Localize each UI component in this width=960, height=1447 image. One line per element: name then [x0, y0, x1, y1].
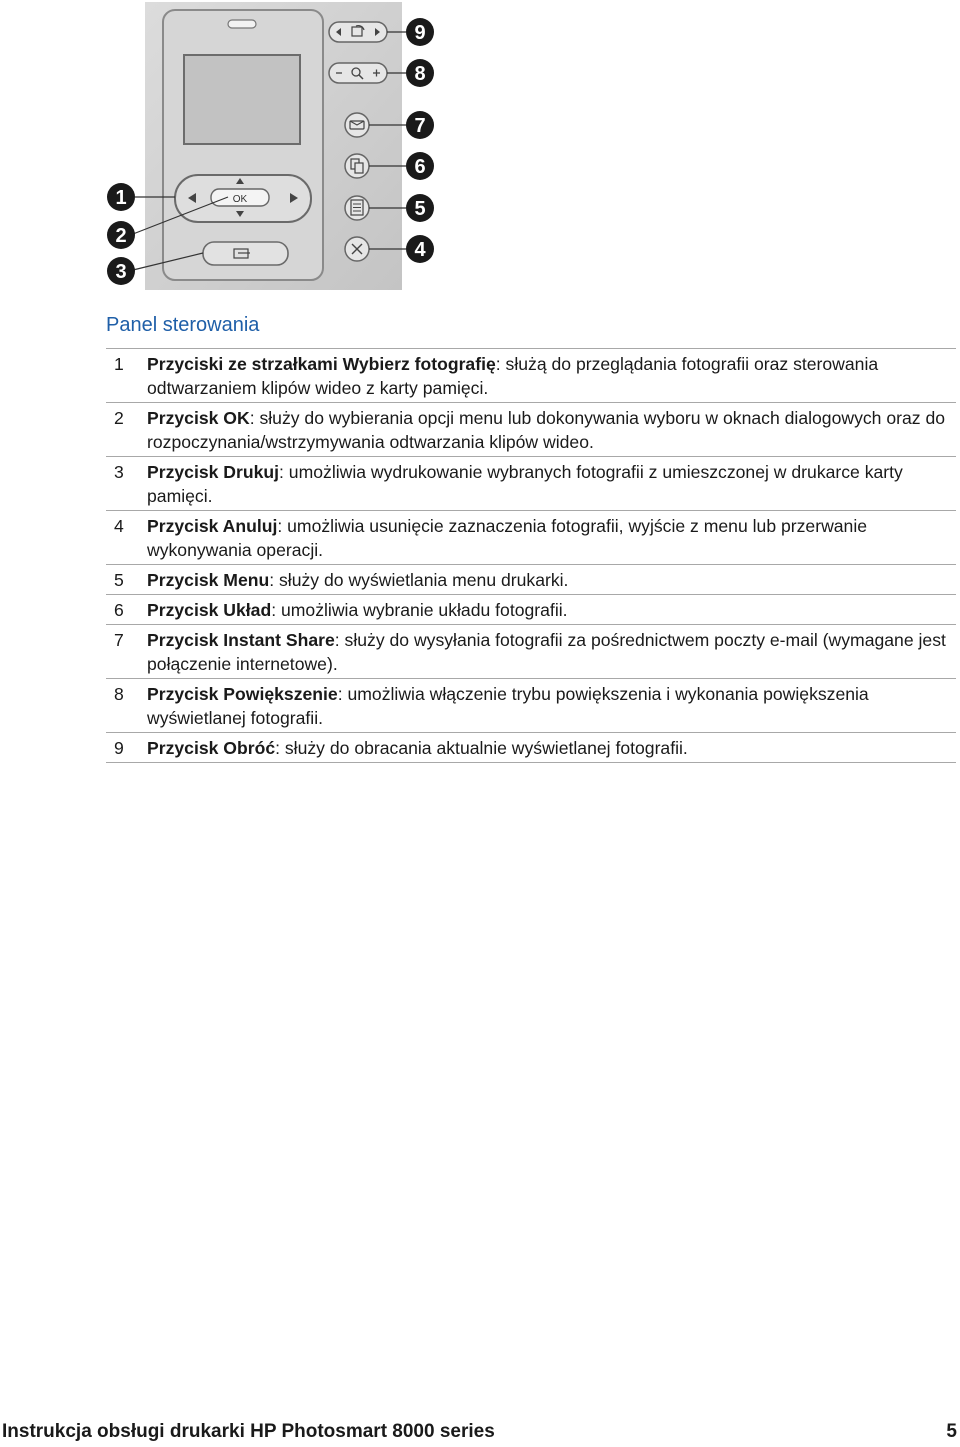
item-text: : służy do wybierania opcji menu lub dokonywania wyboru w oknach dialogowych oraz do rozpoczynania/wstrzymywania odtwarzania klipów wideo.	[147, 408, 946, 452]
item-row	[106, 595, 956, 625]
svg-text:5: 5	[414, 198, 426, 220]
svg-text:3: 3	[115, 261, 127, 283]
item-number: 9	[114, 738, 124, 758]
item-row	[106, 403, 956, 457]
item-number: 7	[114, 630, 124, 650]
page-footer	[0, 1421, 960, 1447]
item-term: Przycisk Menu	[147, 570, 270, 590]
item-description	[147, 460, 956, 508]
item-number: 6	[114, 600, 124, 620]
item-term: Przycisk Obróć	[147, 738, 276, 758]
control-panel-figure	[100, 0, 445, 292]
item-number: 4	[114, 516, 124, 536]
item-description	[147, 406, 956, 454]
item-text: : służy do obracania aktualnie wyświetlanej fotografii.	[275, 738, 688, 758]
item-row	[106, 733, 956, 763]
item-term: Przycisk Drukuj	[147, 462, 280, 482]
item-description	[147, 628, 956, 676]
item-term: Przycisk Anuluj	[147, 516, 278, 536]
callout-5	[406, 194, 434, 222]
callout-4	[406, 235, 434, 263]
svg-text:2: 2	[115, 225, 127, 247]
item-term: Przycisk Powiększenie	[147, 684, 338, 704]
callout-1	[107, 183, 135, 211]
svg-text:7: 7	[414, 115, 426, 137]
callout-7	[406, 111, 434, 139]
item-number: 8	[114, 684, 124, 704]
item-number: 5	[114, 570, 124, 590]
speaker-slot	[228, 20, 256, 28]
callout-8	[406, 59, 434, 87]
item-row	[106, 511, 956, 565]
item-row	[106, 565, 956, 595]
ok-label: OK	[232, 194, 248, 205]
svg-text:1: 1	[115, 187, 127, 209]
item-text: : umożliwia wydrukowanie wybranych fotografii z umieszczonej w drukarce karty pamięci.	[147, 462, 903, 506]
page-number: 5	[946, 1421, 957, 1442]
item-description	[147, 682, 956, 730]
item-number: 3	[114, 462, 124, 482]
callout-3	[107, 257, 135, 285]
svg-text:8: 8	[414, 63, 426, 85]
item-row	[106, 457, 956, 511]
item-description	[147, 514, 956, 562]
item-row	[106, 679, 956, 733]
callout-9	[406, 18, 434, 46]
item-description	[147, 568, 956, 592]
item-text: : umożliwia usunięcie zaznaczenia fotografii, wyjście z menu lub przerwanie wykonywania operacji.	[147, 516, 868, 560]
items-table	[106, 348, 956, 763]
item-row	[106, 625, 956, 679]
item-description	[147, 352, 956, 400]
item-text: : umożliwia włączenie trybu powiększenia i wykonania powiększenia wyświetlanej fotografii.	[147, 684, 869, 728]
item-description	[147, 736, 956, 760]
item-term: Przyciski ze strzałkami Wybierz fotografię	[147, 354, 496, 374]
item-text: : umożliwia wybranie układu fotografii.	[271, 600, 568, 620]
item-number: 1	[114, 354, 124, 374]
item-term: Przycisk Układ	[147, 600, 272, 620]
svg-text:9: 9	[414, 22, 426, 44]
section-title: Panel sterowania	[106, 314, 260, 336]
item-number: 2	[114, 408, 124, 428]
svg-text:4: 4	[414, 239, 426, 261]
callout-6	[406, 152, 434, 180]
item-term: Przycisk Instant Share	[147, 630, 335, 650]
item-term: Przycisk OK	[147, 408, 250, 428]
footer-title: Instrukcja obsługi drukarki HP Photosmart 8000 series	[2, 1421, 495, 1442]
item-text: : służy do wysyłania fotografii za pośrednictwem poczty e-mail (wymagane jest połączenie internetowe).	[147, 630, 946, 674]
item-text: : służy do wyświetlania menu drukarki.	[269, 570, 569, 590]
item-text: : służą do przeglądania fotografii oraz sterowania odtwarzaniem klipów wideo z karty pamięci.	[147, 354, 879, 398]
item-row	[106, 349, 956, 403]
item-description	[147, 598, 956, 622]
svg-text:6: 6	[414, 156, 426, 178]
callout-2	[107, 221, 135, 249]
lcd-screen	[184, 55, 300, 144]
